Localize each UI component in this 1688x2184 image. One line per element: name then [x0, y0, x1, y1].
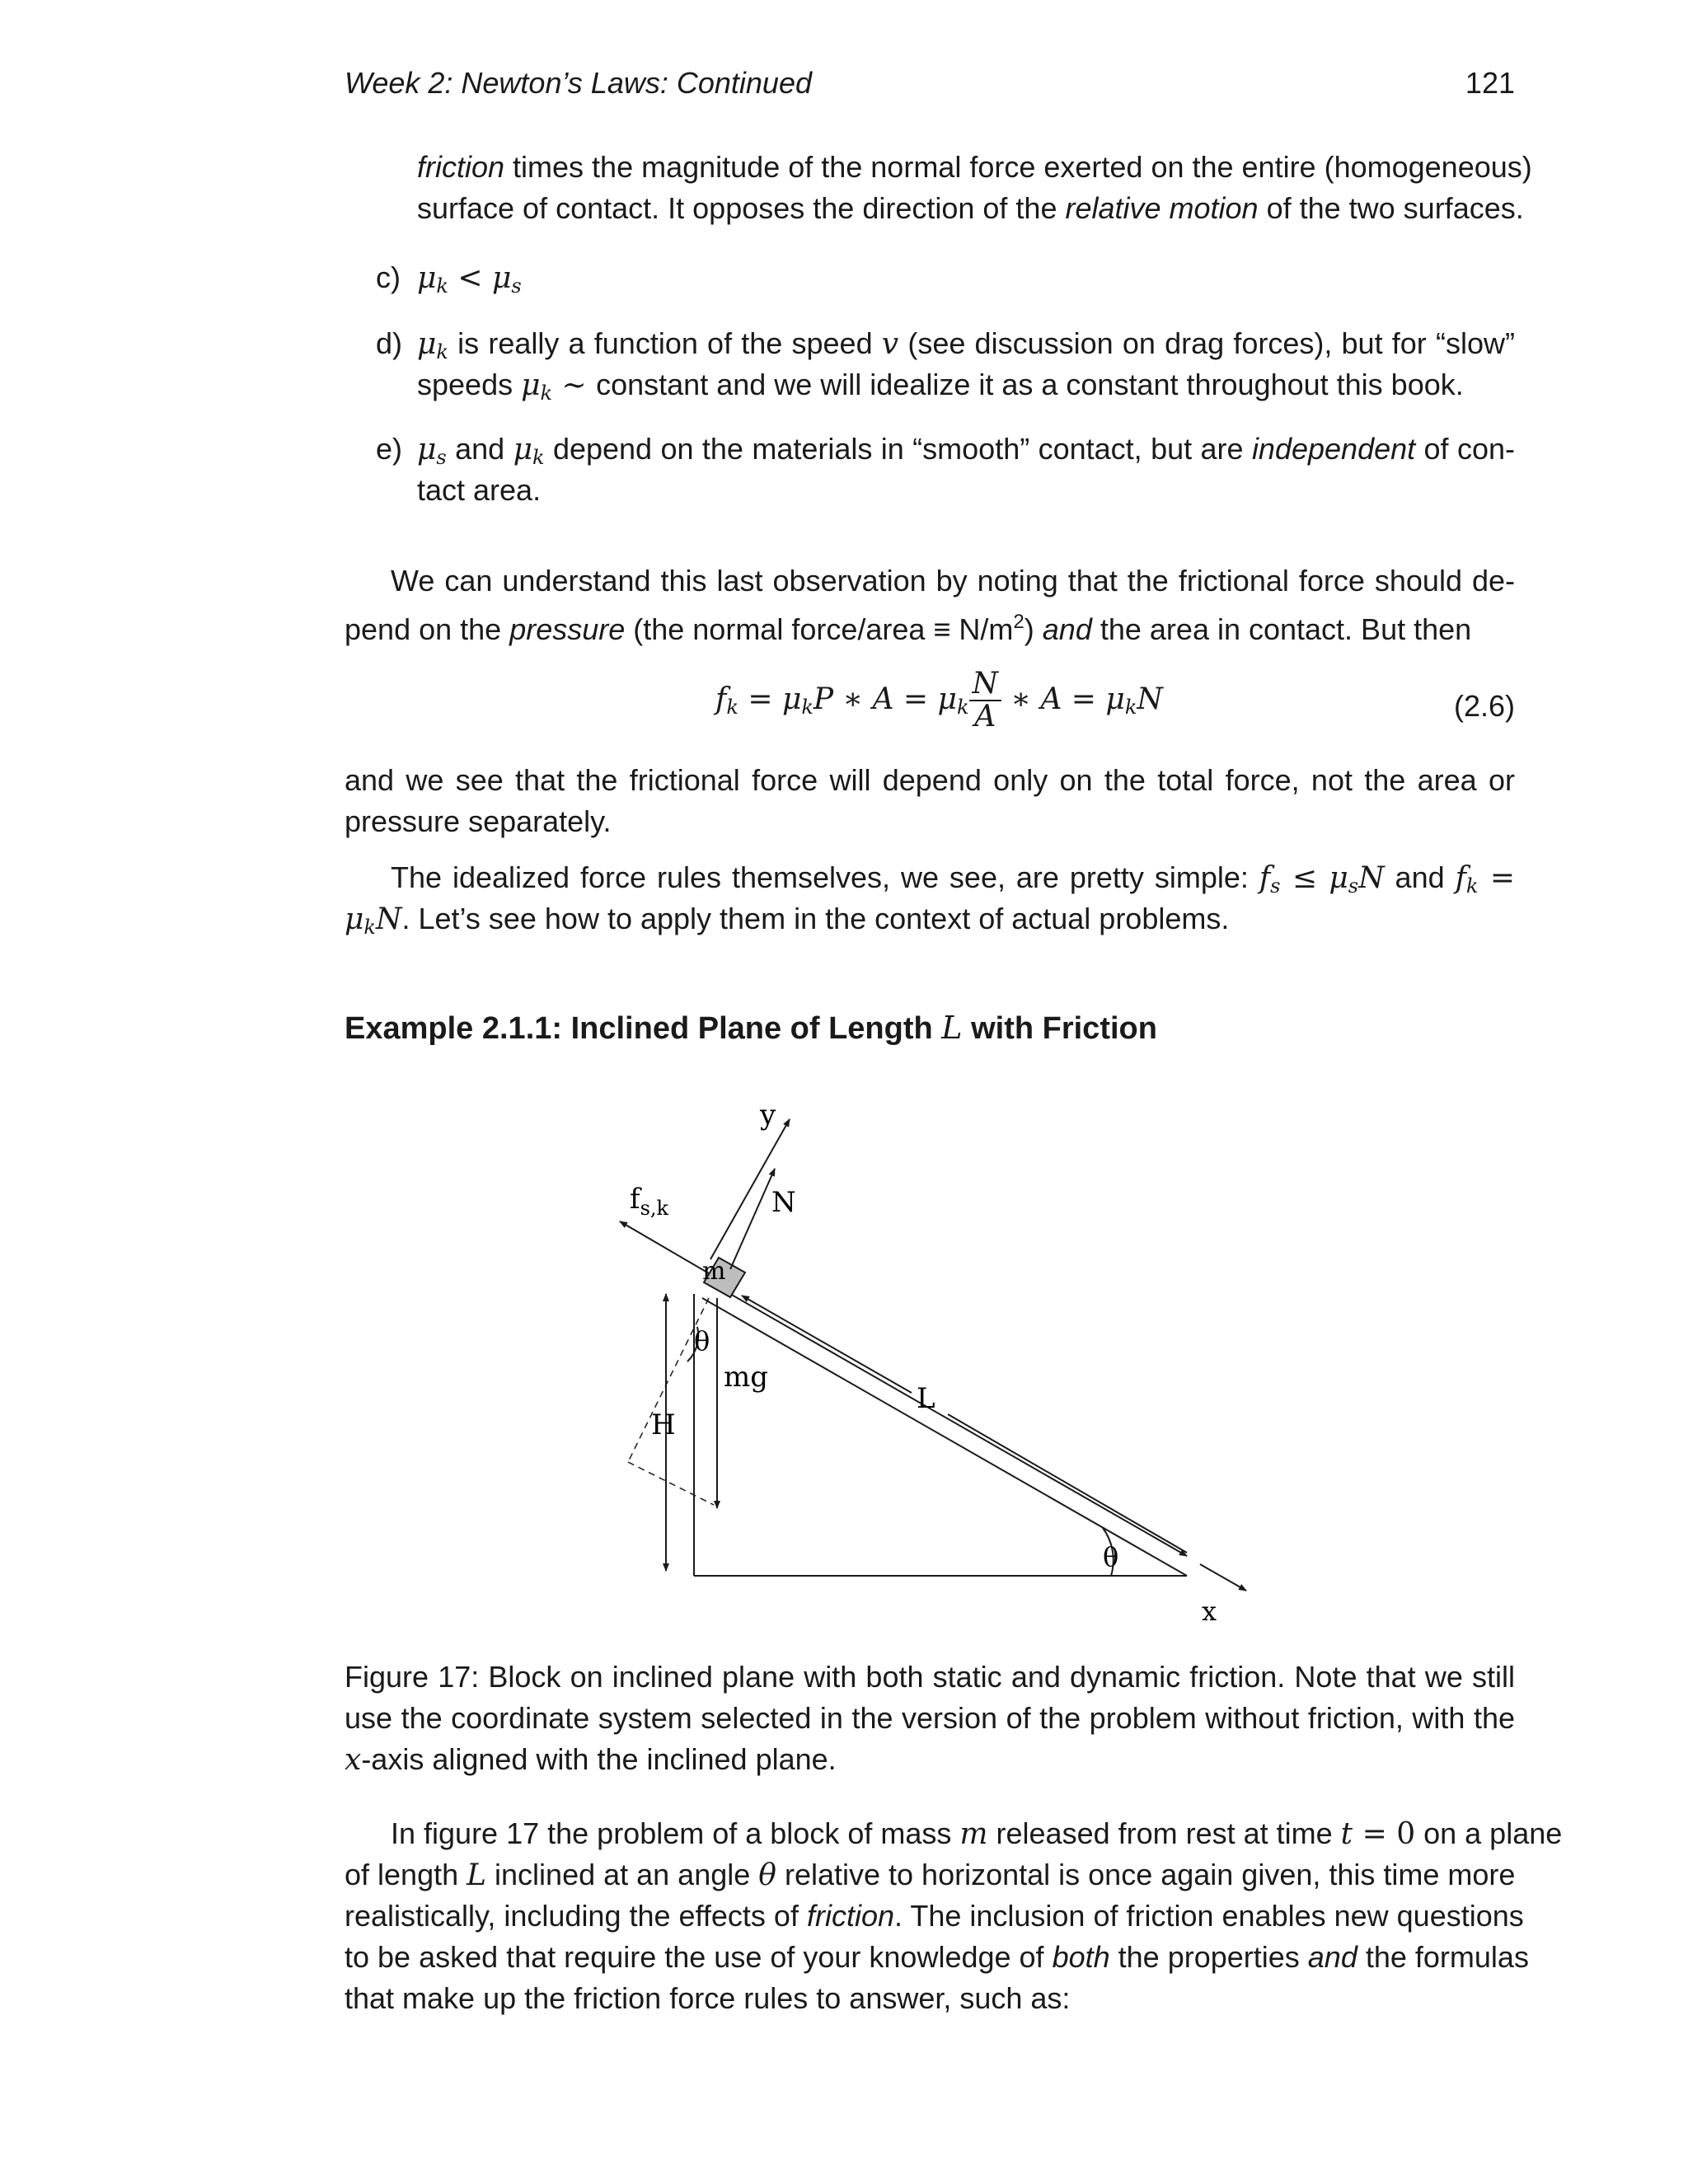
list-c-text: $\mu_k < \mu_s$ — [417, 261, 522, 298]
list-c-label: c) — [376, 260, 401, 294]
para2-line-1: and we see that the frictional force will depend only on the total force, not the area or — [345, 763, 1515, 797]
x-axis-line — [730, 1294, 1187, 1556]
list-d-line-1: $\mu_k$ is really a function of the speed v (see discussion on drag forces), but for “slow” — [417, 326, 1515, 363]
page-number: 121 — [1465, 66, 1515, 100]
para4-line-1: In figure 17 the problem of a block of mass m released from rest at time t = 0 on a plane — [391, 1816, 1563, 1851]
equation-number: (2.6) — [1453, 689, 1515, 723]
example-heading: Example 2.1.1: Inclined Plane of Length L with Friction — [345, 1010, 1157, 1046]
friction-force-arrow — [620, 1221, 709, 1273]
list-e-label: e) — [376, 432, 403, 466]
list-e-line-2: tact area. — [417, 473, 542, 507]
para3-line-1: The idealized force rules themselves, we see, are pretty simple: $f_s \le \mu_sN$ and $f_k$ = — [391, 860, 1515, 898]
caption-line-1: Figure 17: Block on inclined plane with both static and dynamic friction. Note that we still — [345, 1660, 1515, 1694]
label-m: m — [702, 1257, 726, 1286]
plane-hypotenuse — [702, 1298, 1187, 1576]
list-d-line-2: speeds $\mu_k$ ∼ constant and we will idealize it as a constant throughout this book. — [417, 368, 1464, 405]
para2-line-2: pressure separately. — [345, 804, 612, 838]
equation-2-6: $f_k = \mu_kP$ ∗ $A = \mu_k$ $\frac{N}{A}$ ∗ $A = \mu_kN$ — [715, 667, 1163, 734]
caption-line-2: use the coordinate system selected in the version of the problem without friction, with the — [345, 1701, 1515, 1735]
label-x: x — [1202, 1596, 1217, 1627]
dashed-component-2 — [628, 1462, 714, 1505]
para4-line-3: realistically, including the effects of friction. The inclusion of friction enables new questions — [345, 1899, 1524, 1933]
para1-line-1: We can understand this last observation by noting that the frictional force should de- — [391, 564, 1515, 598]
running-header: Week 2: Newton’s Laws: Continued — [345, 66, 812, 100]
label-y: y — [760, 1099, 776, 1132]
length-arrow-lower — [948, 1414, 1187, 1553]
label-theta-base: θ — [1103, 1541, 1119, 1572]
list-b-line-1: friction times the magnitude of the normal force exerted on the entire (homogeneous) — [417, 150, 1532, 184]
para3-line-2: $\mu_kN$. Let’s see how to apply them in the context of actual problems. — [345, 902, 1230, 939]
x-axis-arrow — [1200, 1564, 1246, 1591]
label-friction: $f_{s,k}$ — [630, 1183, 669, 1220]
caption-line-3: x-axis aligned with the inclined plane. — [345, 1742, 837, 1777]
fraction-N-over-A: $\frac{N}{A}$ — [969, 668, 1002, 733]
label-L: L — [917, 1382, 935, 1415]
para4-line-4: to be asked that require the use of your knowledge of both the properties and the formulas — [345, 1940, 1529, 1974]
label-N: N — [771, 1186, 796, 1219]
list-d-label: d) — [376, 326, 403, 360]
label-theta-top: θ — [694, 1325, 710, 1357]
list-b-line-2: surface of contact. It opposes the direction of the relative motion of the two surfaces. — [417, 191, 1524, 225]
list-e-line-1: $\mu_s$ and $\mu_k$ depend on the materials in “smooth” contact, but are independent of con- — [417, 432, 1515, 469]
para4-line-5: that make up the friction force rules to answer, such as: — [345, 1981, 1071, 2015]
para1-line-2: pend on the pressure (the normal force/area ≡ $N/m^2$) and the area in contact. But then — [345, 611, 1472, 646]
label-mg: mg — [724, 1361, 769, 1394]
label-H: H — [651, 1408, 676, 1441]
para4-line-2: of length L inclined at an angle θ relative to horizontal is once again given, this time more — [345, 1858, 1516, 1892]
